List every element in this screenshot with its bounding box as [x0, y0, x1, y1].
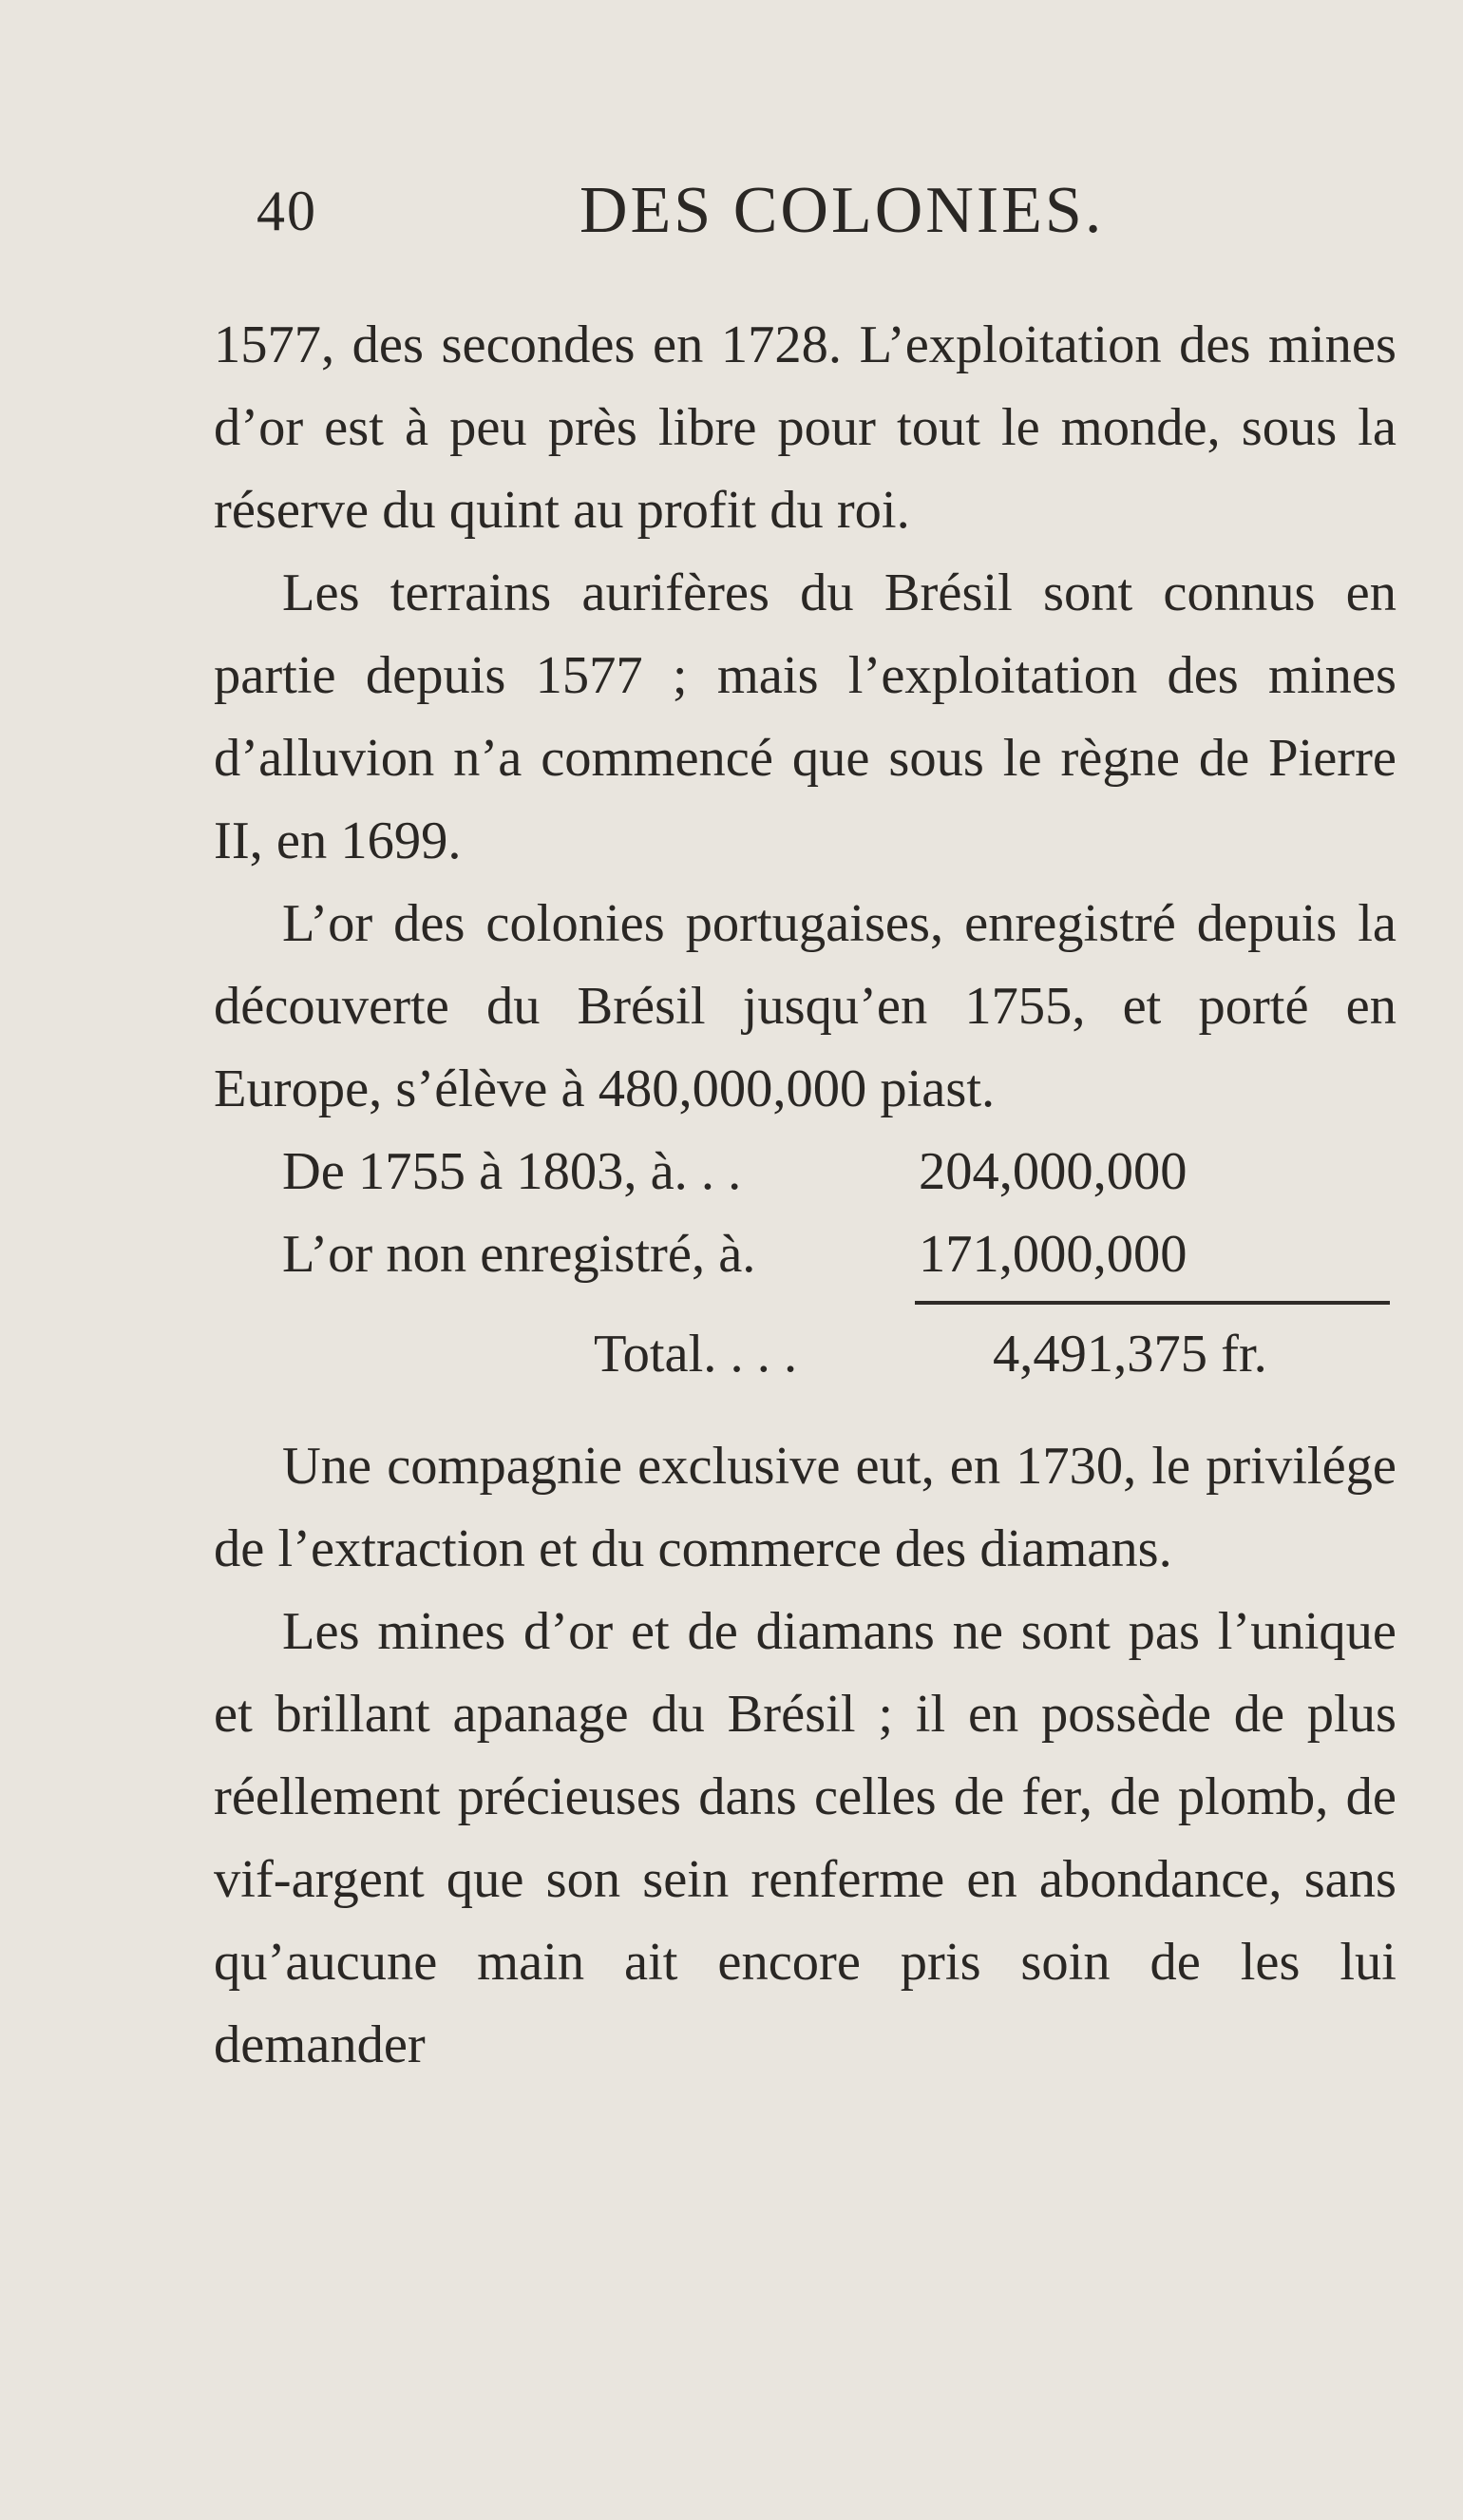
ledger-row [214, 1213, 1396, 1296]
paragraph-other-mines: Les mines d’or et de diamans ne sont pas l’unique et brillant apanage du Brésil ; il en possède de plus réellement précieuses dans celles de fer, de plomb, de vif-argent que son sein renferme en abondance, sans qu’aucune main ait encore pris soin de les lui demander [214, 1602, 1396, 2074]
paragraph-gold-lands: Les terrains aurifères du Brésil sont connus en partie depuis 1577 ; mais l’exploitation des mines d’alluvion n’a commencé que sous le règne de Pierre II, en 1699. [214, 563, 1396, 870]
ledger-row [214, 1131, 1396, 1213]
paragraph-registered-gold: L’or des colonies portugaises, enregistré depuis la découverte du Brésil jusqu’en 1755, et porté en Europe, s’élève à 480,000,000 piast. [214, 894, 1396, 1118]
running-head: DES COLONIES. [580, 174, 1105, 247]
ledger-total-row [214, 1296, 1396, 1399]
total-label: Total. . . . [594, 1325, 798, 1384]
paragraph-continuation: 1577, des secondes en 1728. L’exploitation des mines d’or est à peu près libre pour tout le monde, sous la réserve du quint au profit du roi. [214, 315, 1396, 540]
ledger-label: L’or non enregistré, à. [282, 1225, 756, 1284]
page-header [256, 162, 1396, 266]
body-text [214, 304, 1396, 2087]
ledger-amount: 204,000,000 [919, 1142, 1188, 1201]
gold-ledger [214, 1131, 1396, 1399]
spacer [214, 1399, 1396, 1425]
page-number: 40 [256, 180, 317, 242]
paragraph-diamond-company: Une compagnie exclusive eut, en 1730, le privilége de l’extraction et du commerce des diamans. [214, 1437, 1396, 1578]
ledger-amount: 171,000,000 [919, 1225, 1188, 1284]
ledger-label: De 1755 à 1803, à. . . [282, 1142, 742, 1201]
total-amount: 4,491,375 fr. [993, 1325, 1267, 1384]
